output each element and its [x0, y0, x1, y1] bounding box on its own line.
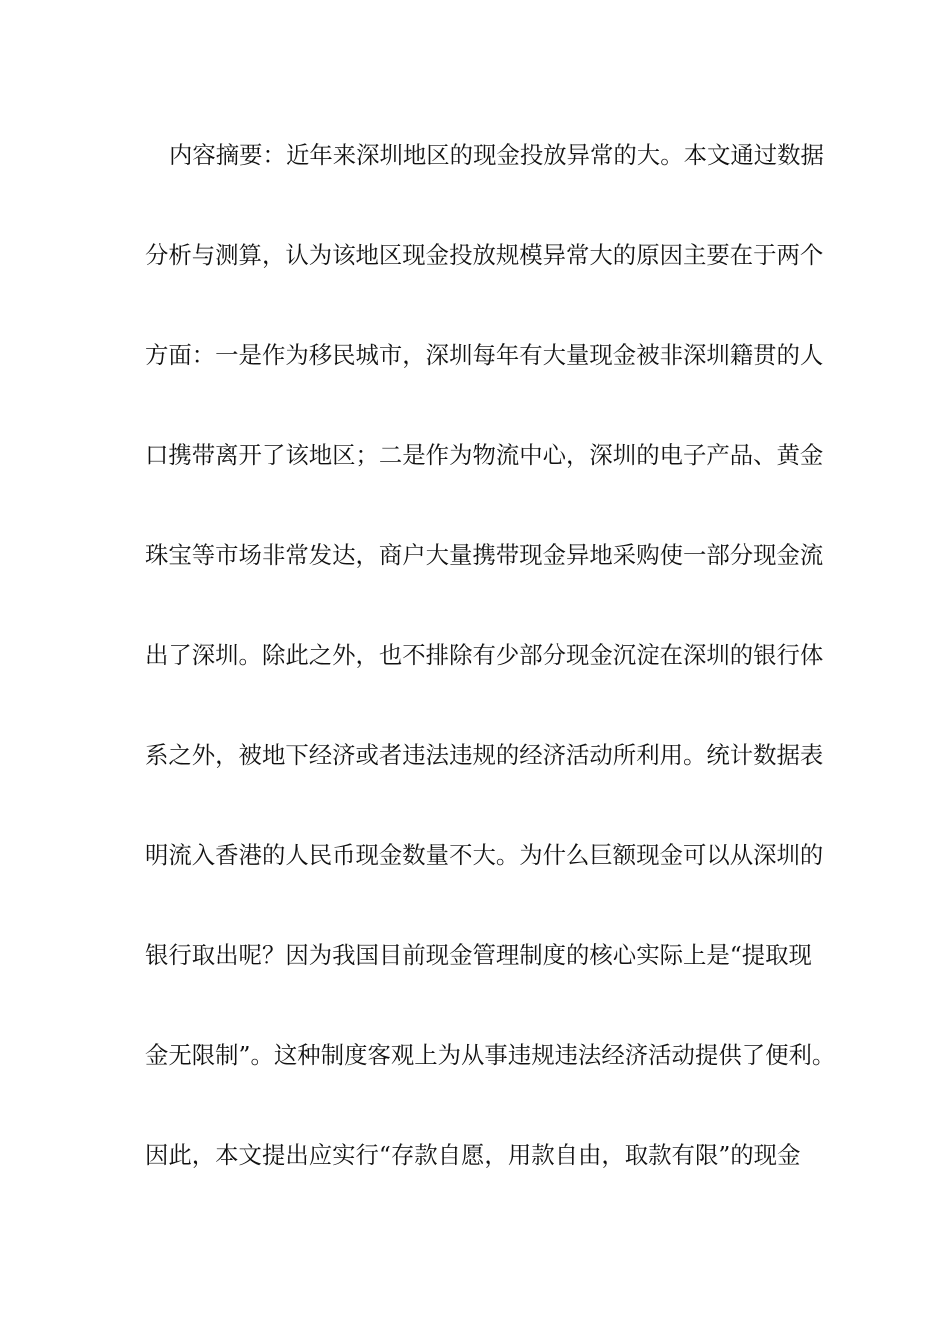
abstract-line: 口携带离开了该地区；二是作为物流中心，深圳的电子产品、黄金: [145, 441, 824, 469]
abstract-line: 金无限制”。这种制度客观上为从事违规违法经济活动提供了便利。: [145, 1041, 836, 1069]
abstract-line: 银行取出呢？因为我国目前现金管理制度的核心实际上是“提取现: [145, 941, 812, 969]
abstract-line: 因此，本文提出应实行“存款自愿，用款自由，取款有限”的现金: [145, 1141, 801, 1169]
abstract-line: 明流入香港的人民币现金数量不大。为什么巨额现金可以从深圳的: [145, 841, 824, 869]
abstract-line: 分析与测算，认为该地区现金投放规模异常大的原因主要在于两个: [145, 241, 824, 269]
abstract-line: 珠宝等市场非常发达，商户大量携带现金异地采购使一部分现金流: [145, 541, 824, 569]
abstract-line: 内容摘要：近年来深圳地区的现金投放异常的大。本文通过数据: [169, 141, 824, 169]
abstract-line: 系之外，被地下经济或者违法违规的经济活动所利用。统计数据表: [145, 741, 824, 769]
abstract-line: 方面：一是作为移民城市，深圳每年有大量现金被非深圳籍贯的人: [145, 341, 824, 369]
abstract-paragraph: [145, 130, 836, 1230]
abstract-line: 出了深圳。除此之外，也不排除有少部分现金沉淀在深圳的银行体: [145, 641, 824, 669]
